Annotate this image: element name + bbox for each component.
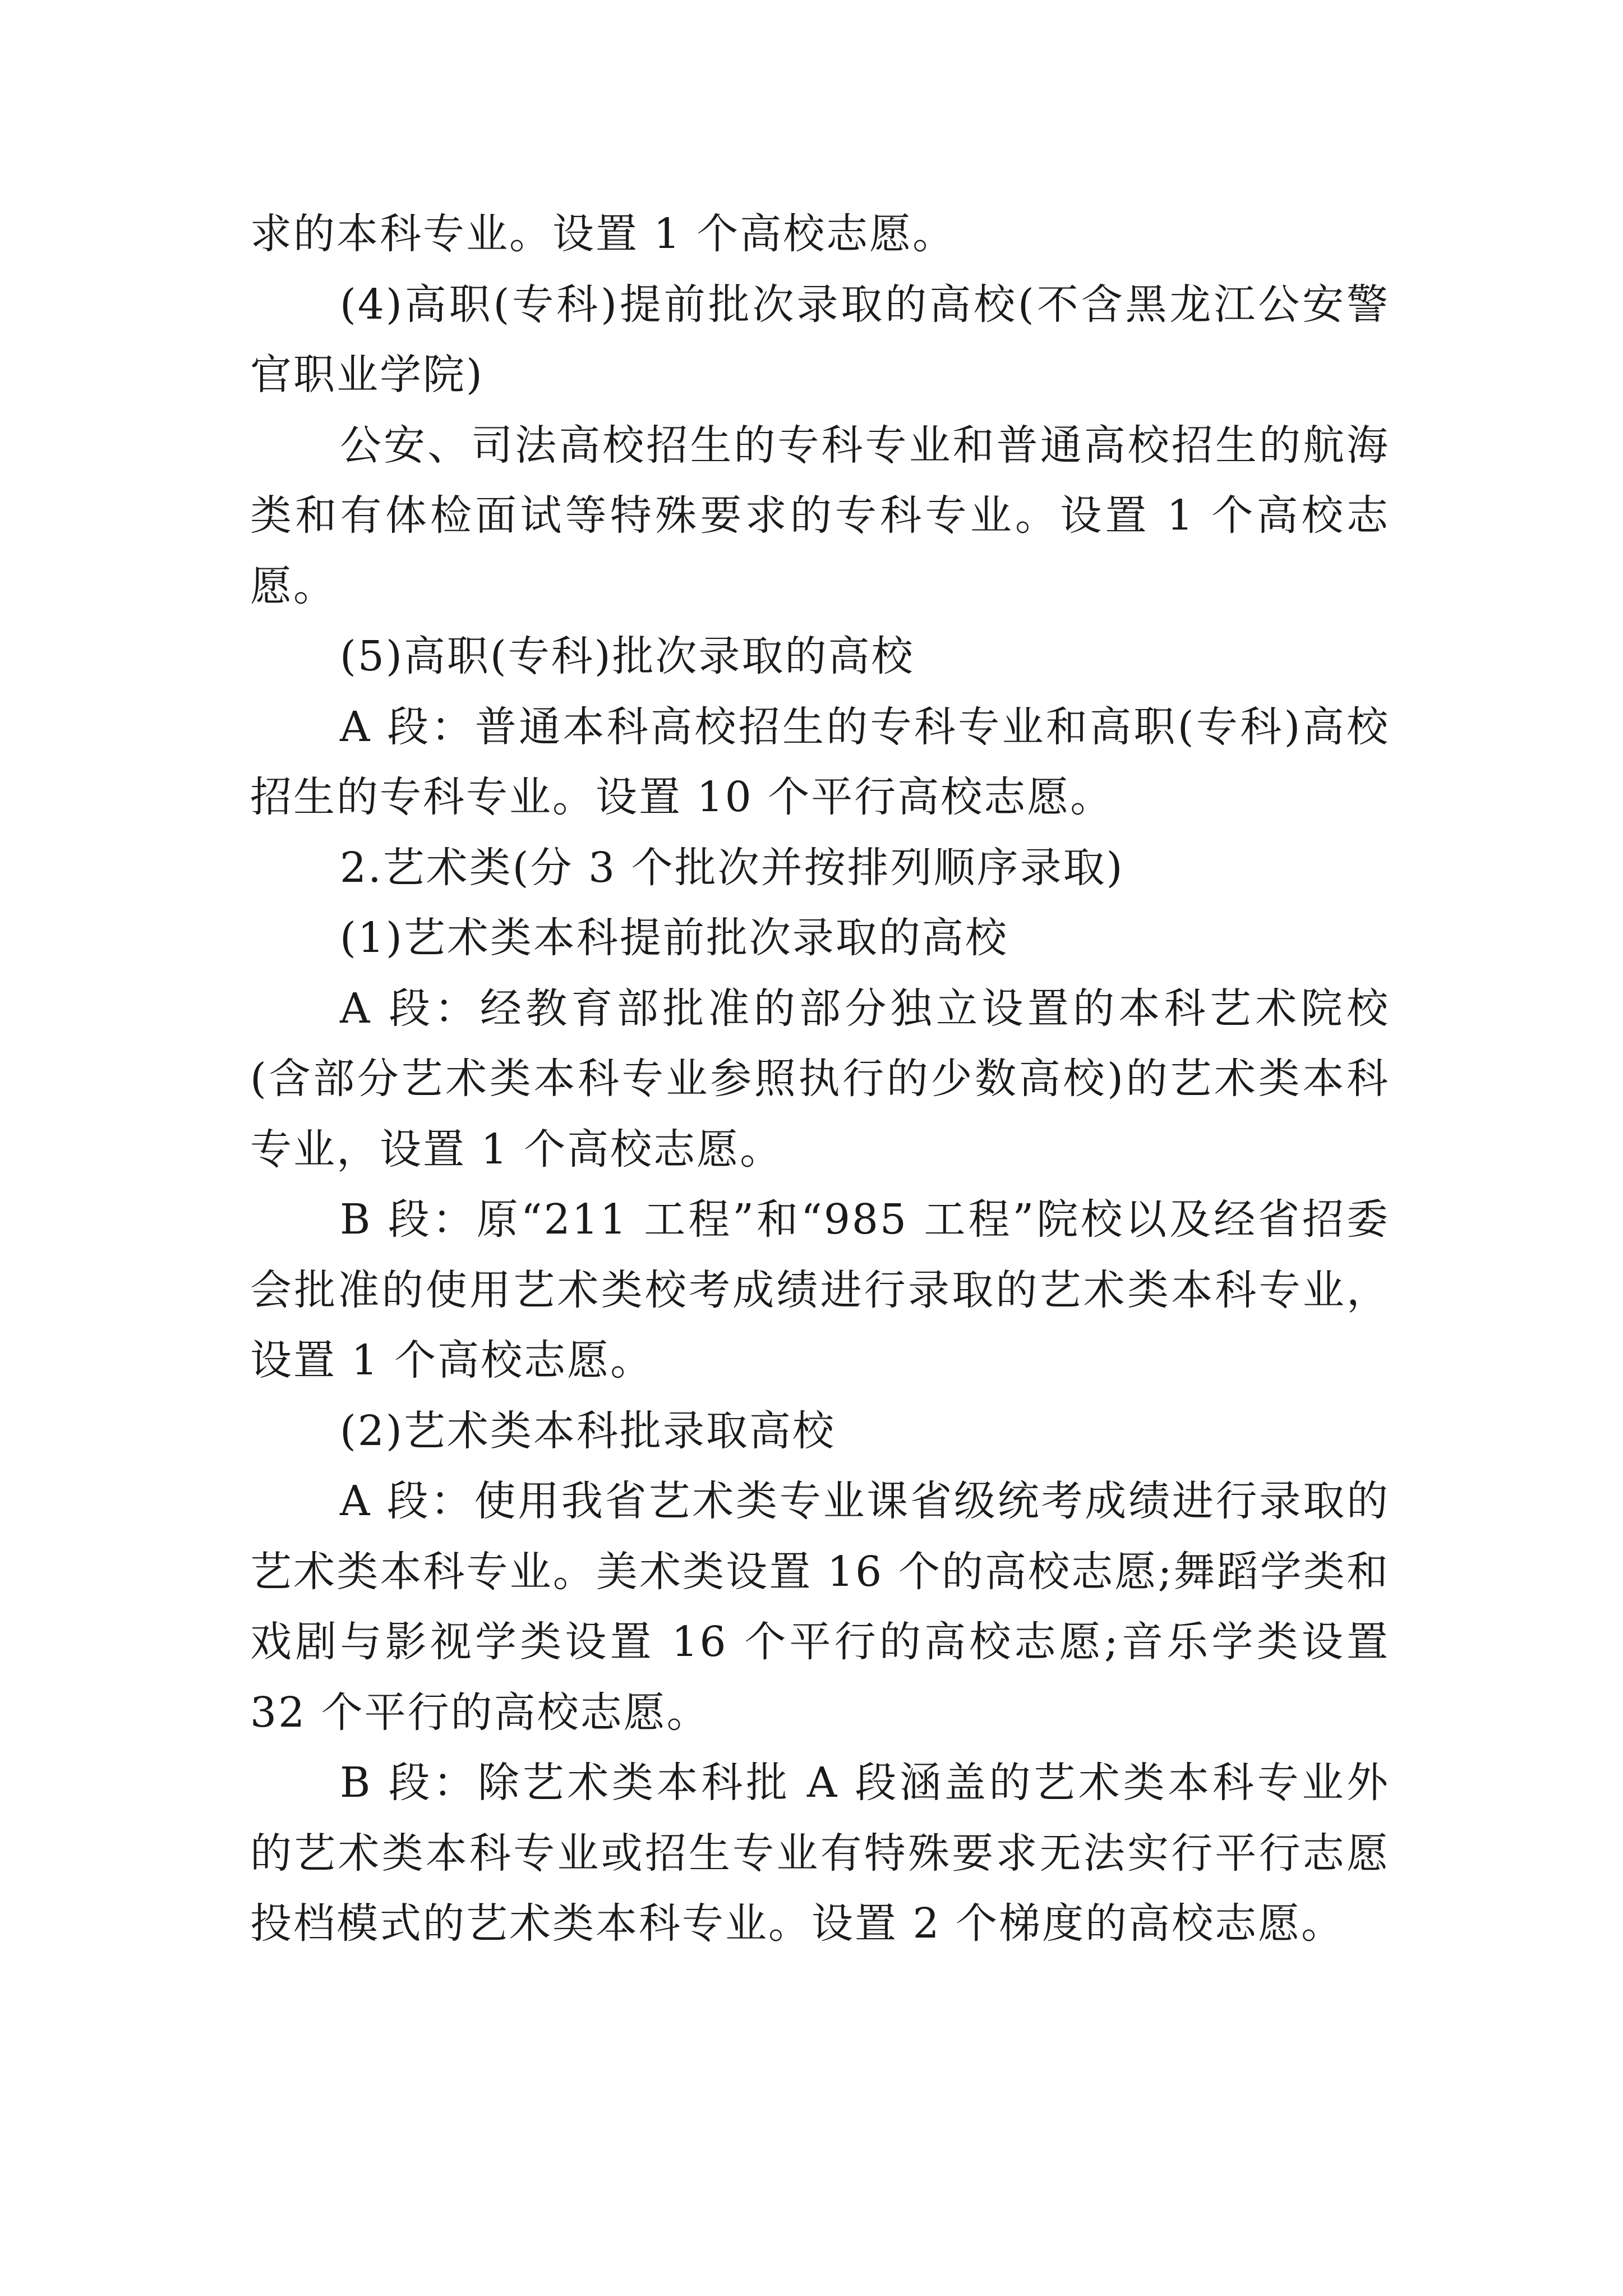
paragraph-section-a-art-early: A 段：经教育部批准的部分独立设置的本科艺术院校(含部分艺术类本科专业参照执行的少数高校)的艺术类本科专业，设置 1 个高校志愿。 xyxy=(250,984,1390,1174)
paragraph-section-b-art-undergrad: B 段：除艺术类本科批 A 段涵盖的艺术类本科专业外的艺术类本科专业或招生专业有特殊要求无法实行平行志愿投档模式的艺术类本科专业。设置 2 个梯度的高校志愿。 xyxy=(250,1759,1390,1948)
paragraph-heading-art: 2.艺术类(分 3 个批次并按排列顺序录取) xyxy=(340,843,1124,892)
paragraph-heading-4: (4)高职(专科)提前批次录取的高校(不含黑龙江公安警官职业学院) xyxy=(250,280,1390,399)
paragraph-heading-art-undergrad: (2)艺术类本科批录取高校 xyxy=(340,1406,836,1455)
paragraph-police-judicial: 公安、司法高校招生的专科专业和普通高校招生的航海类和有体检面试等特殊要求的专科专业。设置 1 个高校志愿。 xyxy=(250,421,1390,610)
paragraph-heading-5: (5)高职(专科)批次录取的高校 xyxy=(340,632,915,680)
paragraph-heading-art-early: (1)艺术类本科提前批次录取的高校 xyxy=(340,914,1008,962)
paragraph-section-a-art-undergrad: A 段：使用我省艺术类专业课省级统考成绩进行录取的艺术类本科专业。美术类设置 16 个的高校志愿;舞蹈学类和戏剧与影视学类设置 16 个平行的高校志愿;音乐学类设置 32 个平行的高校志愿。 xyxy=(250,1477,1390,1737)
document-body xyxy=(250,199,1390,1959)
paragraph-continuation: 求的本科专业。设置 1 个高校志愿。 xyxy=(250,210,956,258)
paragraph-section-b-art-early: B 段：原“211 工程”和“985 工程”院校以及经省招委会批准的使用艺术类校考成绩进行录取的艺术类本科专业，设置 1 个高校志愿。 xyxy=(250,1195,1390,1384)
paragraph-section-a-vocational: A 段：普通本科高校招生的专科专业和高职(专科)高校招生的专科专业。设置 10 个平行高校志愿。 xyxy=(250,702,1390,821)
